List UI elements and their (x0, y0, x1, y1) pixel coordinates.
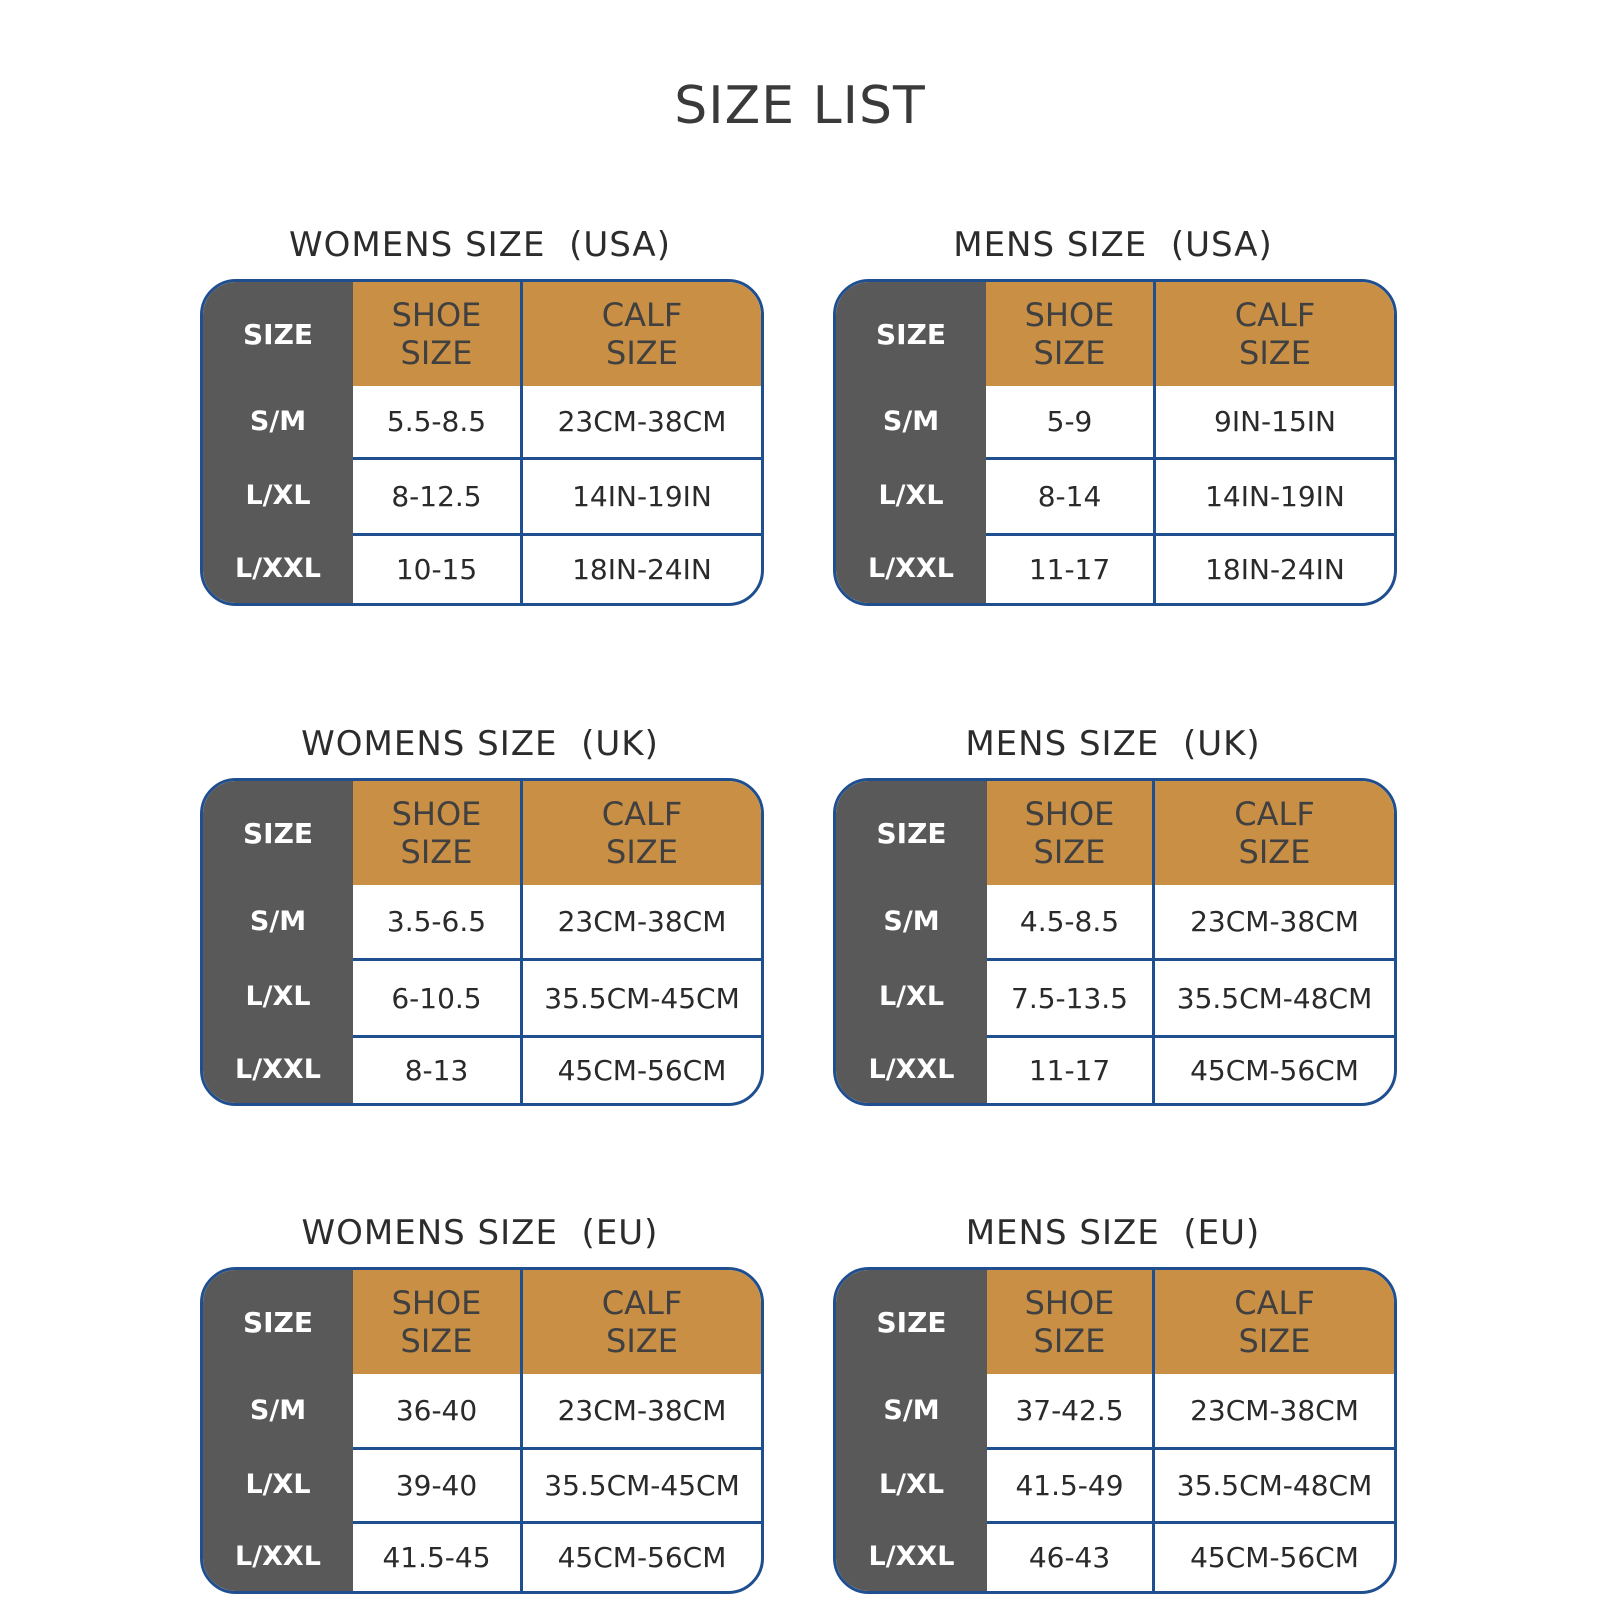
shoe-size-value: 8-14 (986, 457, 1153, 533)
calf-size-value: 23CM-38CM (520, 386, 761, 457)
size-table (200, 1267, 764, 1594)
calf-size-value: 45CM-56CM (520, 1521, 761, 1591)
size-table (833, 778, 1397, 1106)
size-table (833, 1267, 1397, 1594)
shoe-size-value: 6-10.5 (353, 958, 520, 1035)
header-shoe-size: SHOE SIZE (986, 282, 1153, 386)
calf-size-value: 23CM-38CM (520, 885, 761, 958)
table-title: MENS SIZE (UK) (965, 724, 1261, 764)
header-size: SIZE (836, 1270, 987, 1374)
row-size-label: L/XXL (203, 1521, 353, 1591)
header-shoe-size: SHOE SIZE (353, 781, 520, 885)
size-table (833, 279, 1397, 606)
shoe-size-value: 37-42.5 (1015, 1394, 1124, 1427)
table-title: WOMENS SIZE (UK) (301, 724, 659, 764)
header-shoe-size: SHOE SIZE (353, 282, 520, 386)
shoe-size-value: 8-12.5 (353, 457, 520, 533)
calf-size-value: 23CM-38CM (1152, 1374, 1394, 1447)
row-size-label: S/M (203, 386, 353, 457)
calf-size-value: 23CM-38CM (520, 1374, 761, 1447)
calf-size-value: 35.5CM-45CM (520, 958, 761, 1035)
header-size: SIZE (203, 282, 353, 386)
calf-size-value: 18IN-24IN (520, 533, 761, 603)
size-table (200, 778, 764, 1106)
calf-size-value: 23CM-38CM (1152, 885, 1394, 958)
shoe-size-value: 11-17 (987, 1035, 1152, 1103)
row-size-label: L/XL (203, 457, 353, 533)
calf-size-value: 45CM-56CM (1152, 1035, 1394, 1103)
header-size: SIZE (836, 781, 987, 885)
calf-size-value: 14IN-19IN (1153, 457, 1394, 533)
shoe-size-value: 10-15 (353, 533, 520, 603)
calf-size-value: 9IN-15IN (1153, 386, 1394, 457)
header-calf-size: CALF SIZE (1152, 781, 1394, 885)
page-title: SIZE LIST (674, 76, 926, 136)
row-size-label: L/XXL (836, 1035, 987, 1103)
shoe-size-value: 41.5-49 (987, 1447, 1152, 1521)
shoe-size-value: 36-40 (395, 1394, 478, 1427)
row-size-label: S/M (203, 885, 353, 958)
header-calf-size: CALF SIZE (520, 781, 761, 885)
row-size-label: L/XL (836, 1447, 987, 1521)
shoe-size-value: 46-43 (987, 1521, 1152, 1591)
shoe-size-value: 3.5-6.5 (386, 905, 487, 938)
shoe-size-value: 4.5-8.5 (1019, 905, 1120, 938)
shoe-size-value: 5-9 (1046, 405, 1093, 438)
calf-size-value: 35.5CM-48CM (1152, 1447, 1394, 1521)
calf-size-value: 35.5CM-48CM (1152, 958, 1394, 1035)
table-title: WOMENS SIZE (USA) (289, 225, 671, 265)
header-calf-size: CALF SIZE (520, 282, 761, 386)
row-size-label: L/XXL (836, 1521, 987, 1591)
header-shoe-size: SHOE SIZE (987, 781, 1152, 885)
row-size-label: L/XXL (836, 533, 986, 603)
table-title: MENS SIZE (USA) (953, 225, 1273, 265)
header-calf-size: CALF SIZE (1153, 282, 1394, 386)
shoe-size-value: 5.5-8.5 (386, 405, 487, 438)
calf-size-value: 45CM-56CM (1152, 1521, 1394, 1591)
calf-size-value: 35.5CM-45CM (520, 1447, 761, 1521)
row-size-label: S/M (836, 1374, 987, 1447)
row-size-label: S/M (836, 386, 986, 457)
header-shoe-size: SHOE SIZE (987, 1270, 1152, 1374)
shoe-size-value: 41.5-45 (353, 1521, 520, 1591)
row-size-label: L/XL (203, 958, 353, 1035)
calf-size-value: 45CM-56CM (520, 1035, 761, 1103)
header-size: SIZE (203, 1270, 353, 1374)
row-size-label: S/M (836, 885, 987, 958)
row-size-label: S/M (203, 1374, 353, 1447)
header-size: SIZE (836, 282, 986, 386)
header-shoe-size: SHOE SIZE (353, 1270, 520, 1374)
shoe-size-value: 8-13 (353, 1035, 520, 1103)
row-size-label: L/XL (836, 457, 986, 533)
row-size-label: L/XXL (203, 1035, 353, 1103)
table-title: WOMENS SIZE (EU) (301, 1213, 659, 1253)
header-calf-size: CALF SIZE (1152, 1270, 1394, 1374)
shoe-size-value: 7.5-13.5 (987, 958, 1152, 1035)
calf-size-value: 14IN-19IN (520, 457, 761, 533)
shoe-size-value: 11-17 (986, 533, 1153, 603)
row-size-label: L/XL (203, 1447, 353, 1521)
shoe-size-value: 39-40 (353, 1447, 520, 1521)
table-title: MENS SIZE (EU) (965, 1213, 1261, 1253)
header-size: SIZE (203, 781, 353, 885)
row-size-label: L/XXL (203, 533, 353, 603)
calf-size-value: 18IN-24IN (1153, 533, 1394, 603)
row-size-label: L/XL (836, 958, 987, 1035)
header-calf-size: CALF SIZE (520, 1270, 761, 1374)
size-table (200, 279, 764, 606)
